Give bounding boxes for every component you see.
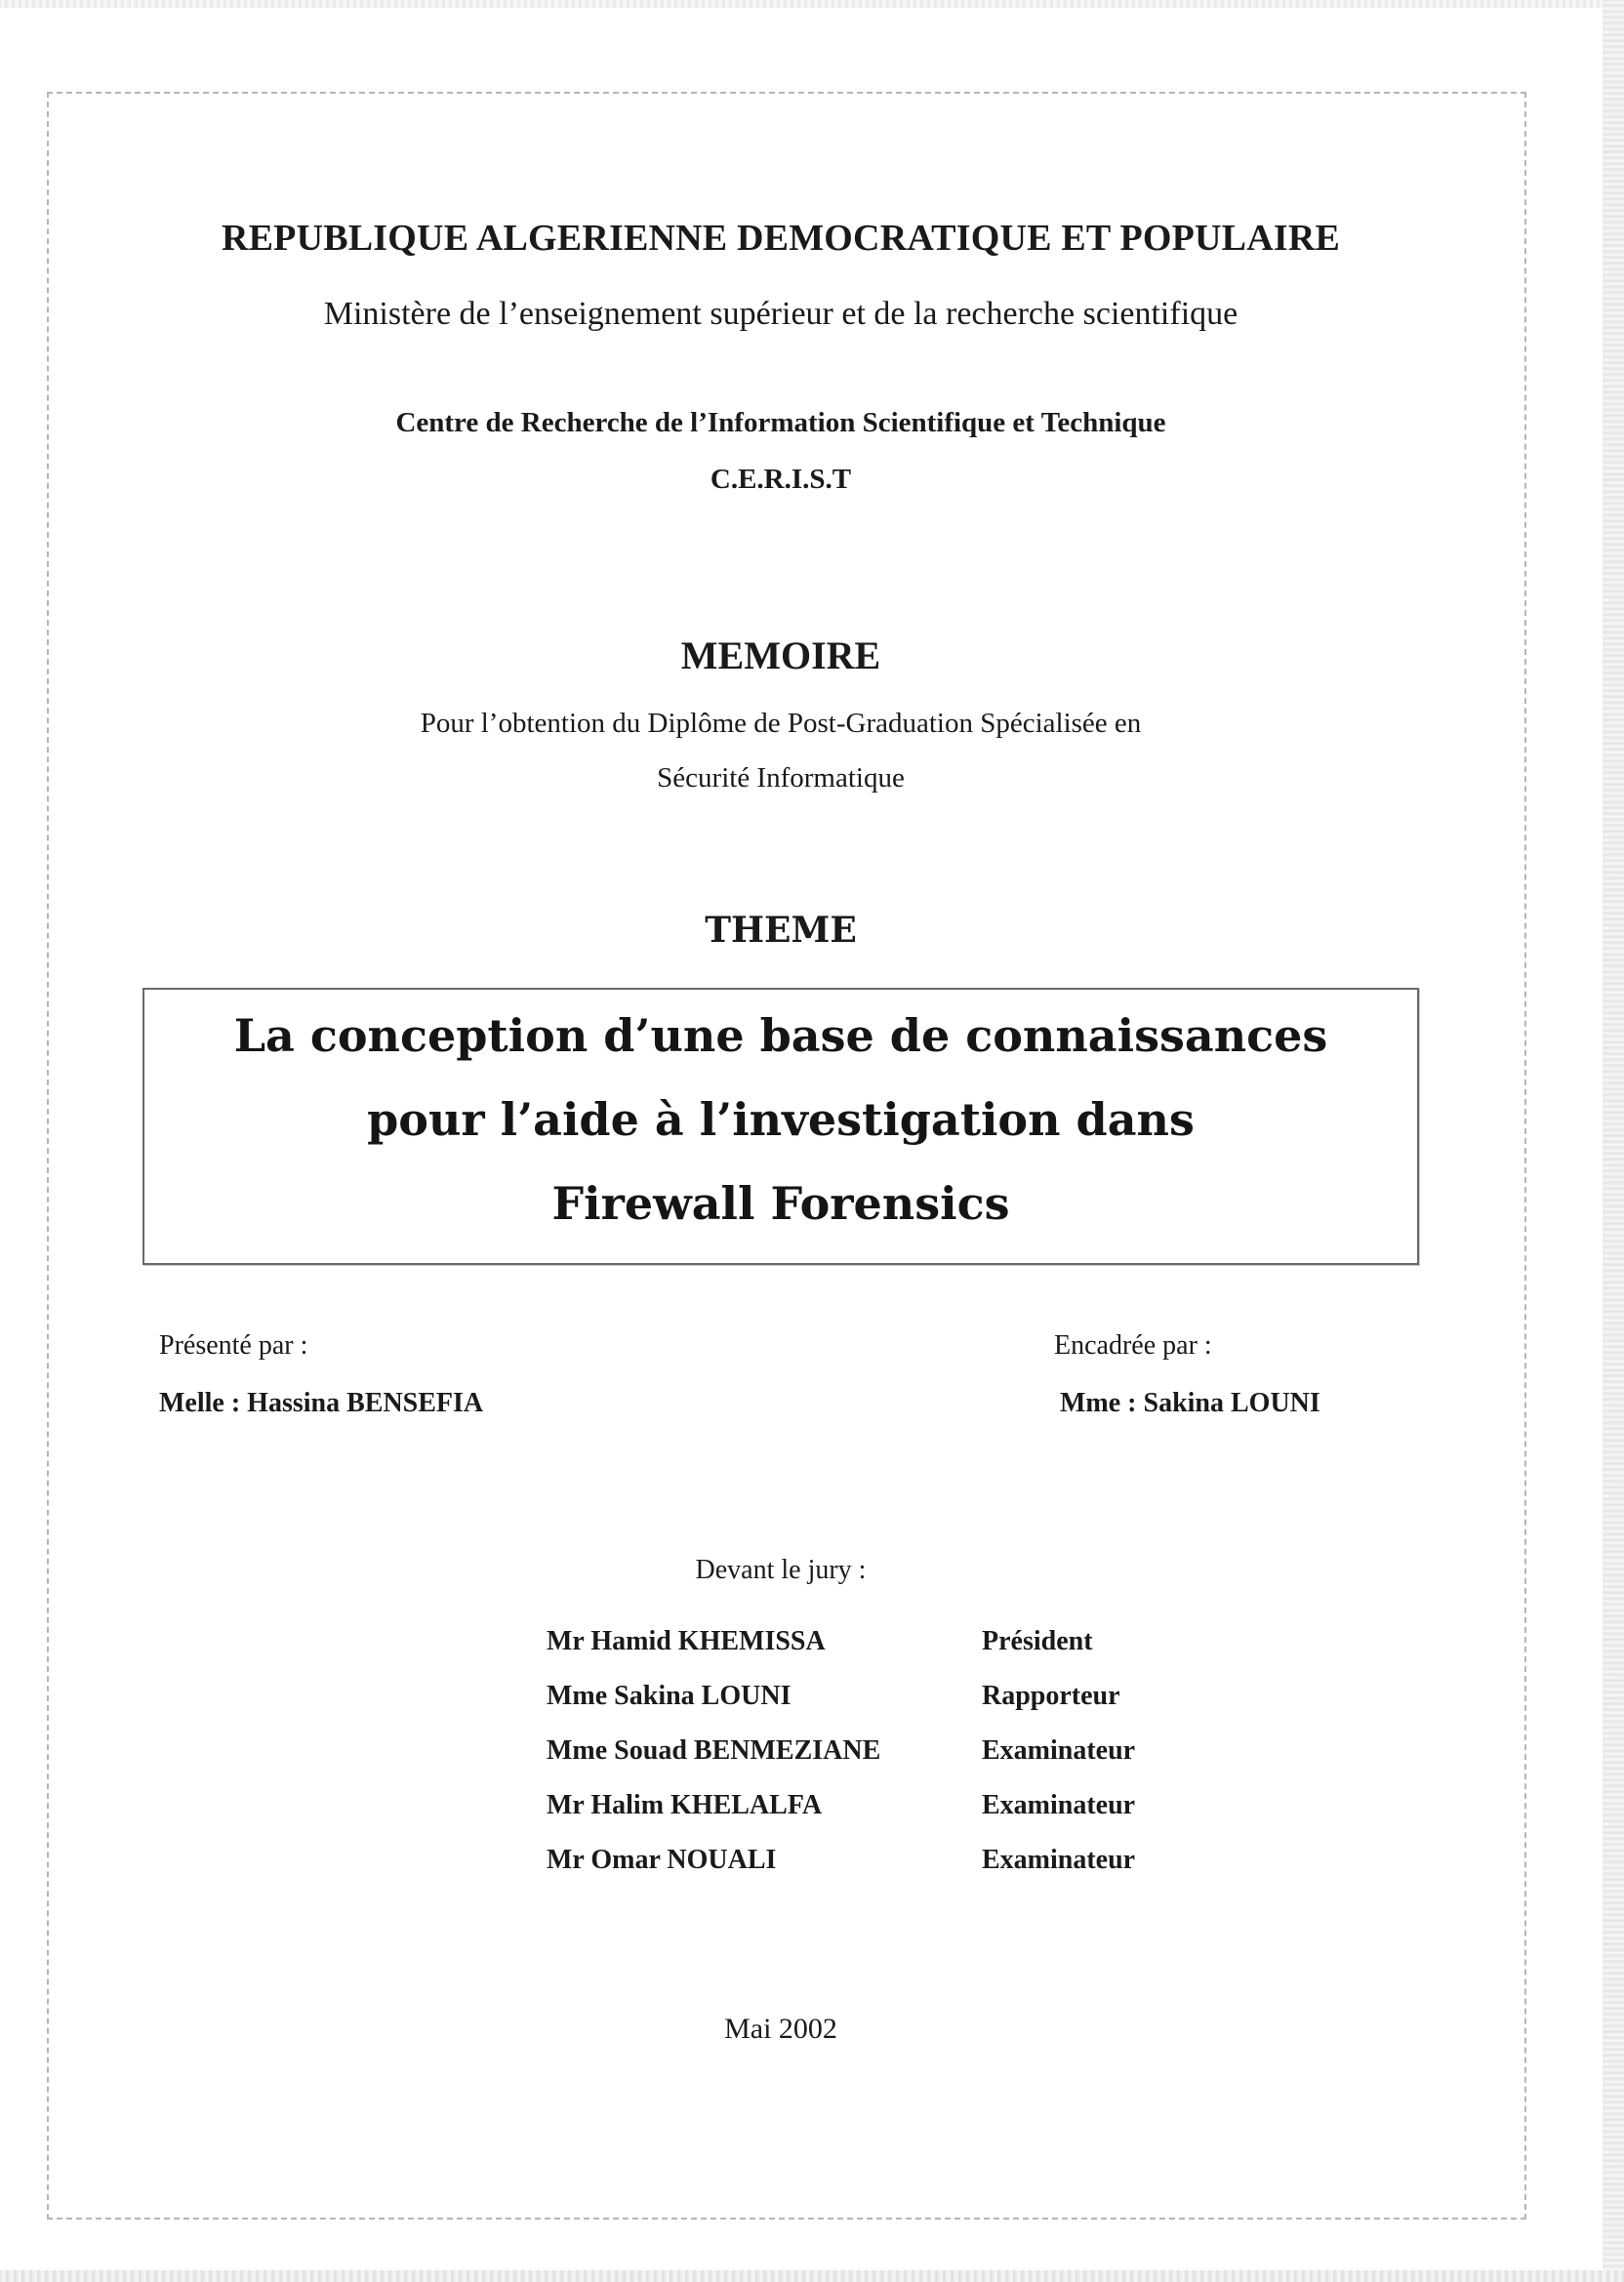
supervised-by-label: Encadrée par :	[1054, 1330, 1212, 1361]
scan-edge-right	[1603, 0, 1624, 2282]
supervisor-name: Mme : Sakina LOUNI	[1060, 1388, 1320, 1418]
theme-label: THEME	[705, 910, 857, 951]
diploma-purpose-line-1: Pour l’obtention du Diplôme de Post-Graduation Spécialisée en	[420, 708, 1142, 739]
scan-edge-top	[0, 0, 1624, 8]
date-line: Mai 2002	[724, 2013, 837, 2045]
jury-member-name: Mr Omar NOUALI	[547, 1845, 777, 1875]
thesis-title-box	[142, 988, 1419, 1265]
jury-member-name: Mr Hamid KHEMISSA	[547, 1626, 826, 1656]
scan-edge-bottom	[0, 2270, 1624, 2282]
thesis-title-line-3: Firewall Forensics	[551, 1177, 1010, 1230]
jury-member-name: Mr Halim KHELALFA	[547, 1790, 823, 1820]
thesis-title-line-1: La conception d’une base de connaissances	[233, 1009, 1328, 1062]
republic-heading: REPUBLIQUE ALGERIENNE DEMOCRATIQUE ET POPULAIRE	[221, 218, 1341, 259]
thesis-title-line-2: pour l’aide à l’investigation dans	[367, 1093, 1195, 1146]
jury-member-role: Président	[982, 1626, 1093, 1656]
jury-member-role: Examinateur	[982, 1845, 1136, 1875]
jury-member-role: Examinateur	[982, 1790, 1136, 1820]
research-centre-line: Centre de Recherche de l’Information Scientifique et Technique	[395, 407, 1166, 438]
jury-label: Devant le jury :	[695, 1555, 867, 1585]
jury-member-name: Mme Sakina LOUNI	[547, 1681, 792, 1711]
presented-by-label: Présenté par :	[159, 1330, 308, 1361]
author-name: Melle : Hassina BENSEFIA	[159, 1388, 484, 1418]
ministry-line: Ministère de l’enseignement supérieur et de la recherche scientifique	[323, 296, 1238, 332]
jury-member-name: Mme Souad BENMEZIANE	[547, 1735, 881, 1766]
diploma-purpose-line-2: Sécurité Informatique	[657, 762, 905, 794]
document-type-heading: MEMOIRE	[680, 633, 881, 677]
jury-member-role: Examinateur	[982, 1735, 1136, 1766]
centre-acronym: C.E.R.I.S.T	[710, 464, 852, 495]
jury-member-role: Rapporteur	[982, 1681, 1120, 1711]
